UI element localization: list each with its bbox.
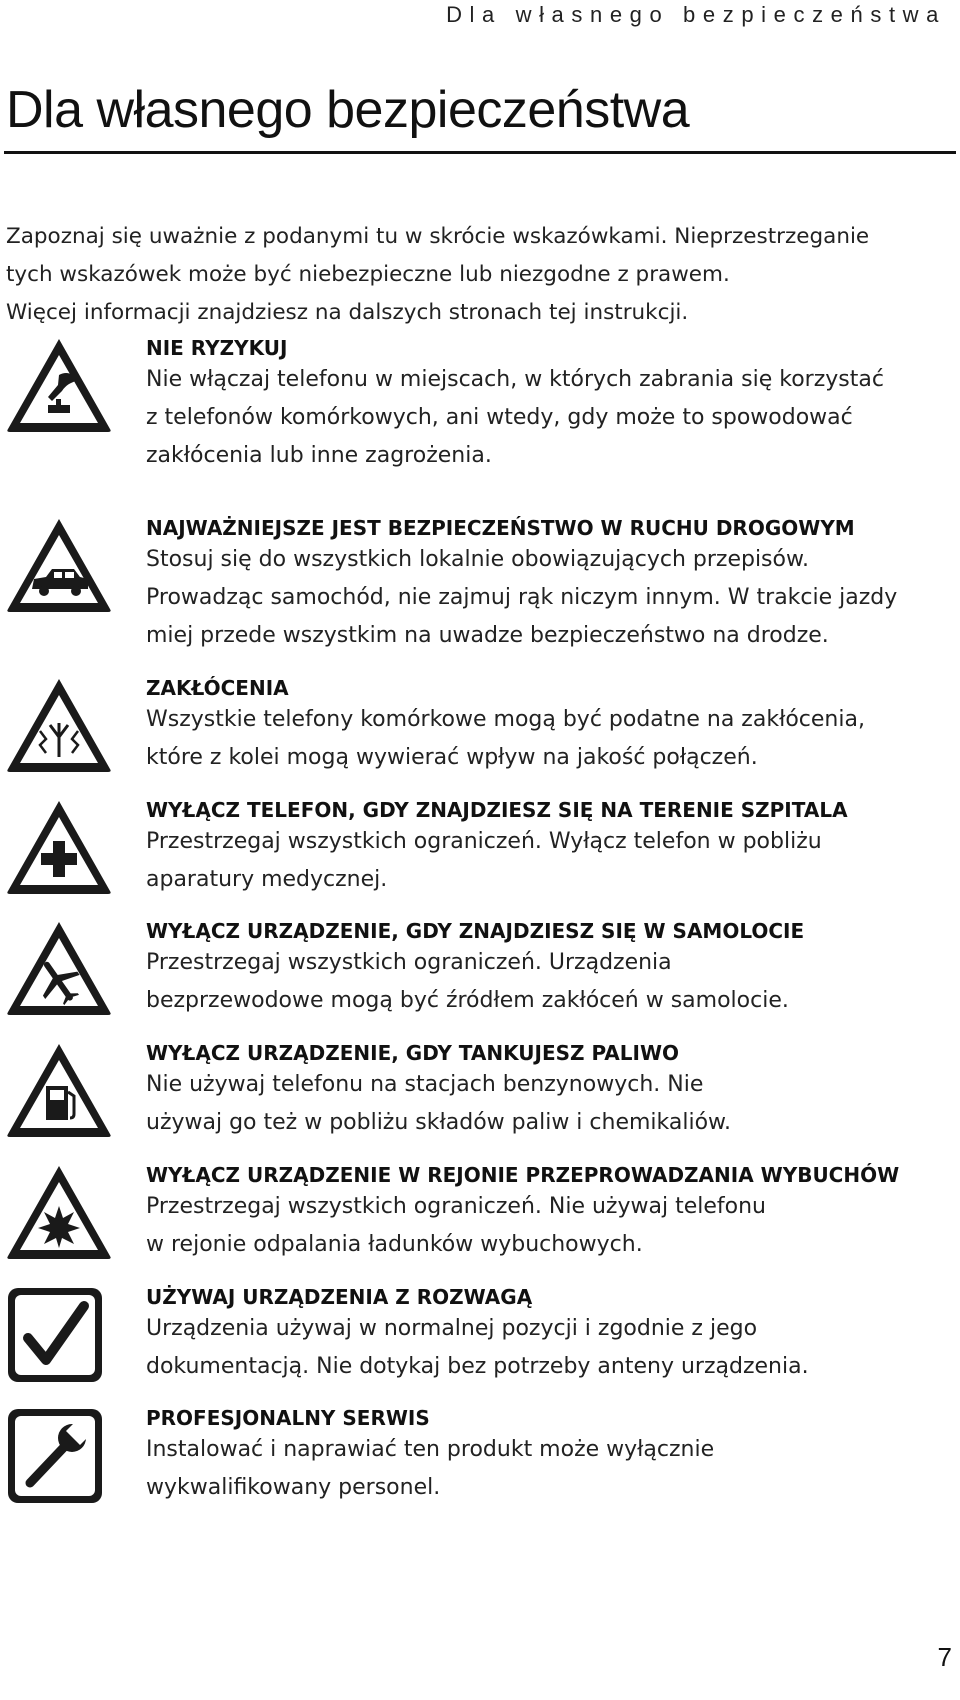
wrench-icon: [4, 1405, 114, 1505]
page-title: Dla własnego bezpieczeństwa: [6, 81, 690, 139]
section-line: Przestrzegaj wszystkich ograniczeń. Nie używaj telefonu: [146, 1194, 766, 1219]
section-line: używaj go też w pobliżu składów paliw i chemikaliów.: [146, 1110, 732, 1135]
antenna-interference-icon: [4, 675, 114, 775]
section-line: Stosuj się do wszystkich lokalnie obowiązujących przepisów.: [146, 547, 809, 572]
checkmark-icon: [4, 1284, 114, 1384]
airplane-icon: [4, 918, 114, 1018]
section-line: Przestrzegaj wszystkich ograniczeń. Urządzenia: [146, 950, 672, 975]
section-line: Urządzenia używaj w normalnej pozycji i zgodnie z jego: [146, 1316, 758, 1341]
section-line: dokumentacją. Nie dotykaj bez potrzeby anteny urządzenia.: [146, 1354, 809, 1379]
hand-switch-icon: [4, 335, 114, 435]
intro-line: tych wskazówek może być niebezpieczne lub niezgodne z prawem.: [6, 262, 730, 287]
section-line: Wszystkie telefony komórkowe mogą być podatne na zakłócenia,: [146, 707, 865, 732]
section-line: Nie używaj telefonu na stacjach benzynowych. Nie: [146, 1072, 704, 1097]
section-line: Instalować i naprawiać ten produkt może wyłącznie: [146, 1437, 715, 1462]
section-heading: PROFESJONALNY SERWIS: [146, 1406, 430, 1430]
section-heading: ZAKŁÓCENIA: [146, 676, 289, 700]
section-line: które z kolei mogą wywierać wpływ na jakość połączeń.: [146, 745, 758, 770]
section-heading: NIE RYZYKUJ: [146, 336, 288, 360]
fuel-pump-icon: [4, 1040, 114, 1140]
intro-line: Więcej informacji znajdziesz na dalszych stronach tej instrukcji.: [6, 300, 689, 325]
running-header: Dla własnego bezpieczeństwa: [446, 2, 946, 27]
section-line: Nie włączaj telefonu w miejscach, w których zabrania się korzystać: [146, 367, 884, 392]
section-line: wykwalifikowany personel.: [146, 1475, 441, 1500]
section-heading: NAJWAŻNIEJSZE JEST BEZPIECZEŃSTWO W RUCHU DROGOWYM: [146, 516, 855, 540]
section-line: zakłócenia lub inne zagrożenia.: [146, 443, 492, 468]
section-line: z telefonów komórkowych, ani wtedy, gdy może to spowodować: [146, 405, 853, 430]
section-heading: WYŁĄCZ TELEFON, GDY ZNAJDZIESZ SIĘ NA TERENIE SZPITALA: [146, 798, 848, 822]
car-icon: [4, 515, 114, 615]
section-heading: WYŁĄCZ URZĄDZENIE W REJONIE PRZEPROWADZANIA WYBUCHÓW: [146, 1163, 900, 1187]
section-line: bezprzewodowe mogą być źródłem zakłóceń w samolocie.: [146, 988, 789, 1013]
explosion-icon: [4, 1162, 114, 1262]
section-line: miej przede wszystkim na uwadze bezpieczeństwo na drodze.: [146, 623, 829, 648]
section-line: Przestrzegaj wszystkich ograniczeń. Wyłącz telefon w pobliżu: [146, 829, 822, 854]
section-heading: WYŁĄCZ URZĄDZENIE, GDY ZNAJDZIESZ SIĘ W SAMOLOCIE: [146, 919, 805, 943]
intro-line: Zapoznaj się uważnie z podanymi tu w skrócie wskazówkami. Nieprzestrzeganie: [6, 224, 870, 249]
medical-cross-icon: [4, 797, 114, 897]
section-line: Prowadząc samochód, nie zajmuj rąk niczym innym. W trakcie jazdy: [146, 585, 898, 610]
section-line: aparatury medycznej.: [146, 867, 388, 892]
section-heading: UŻYWAJ URZĄDZENIA Z ROZWAGĄ: [146, 1285, 533, 1309]
page-number: 7: [937, 1642, 952, 1672]
section-line: w rejonie odpalania ładunków wybuchowych.: [146, 1232, 643, 1257]
section-heading: WYŁĄCZ URZĄDZENIE, GDY TANKUJESZ PALIWO: [146, 1041, 680, 1065]
